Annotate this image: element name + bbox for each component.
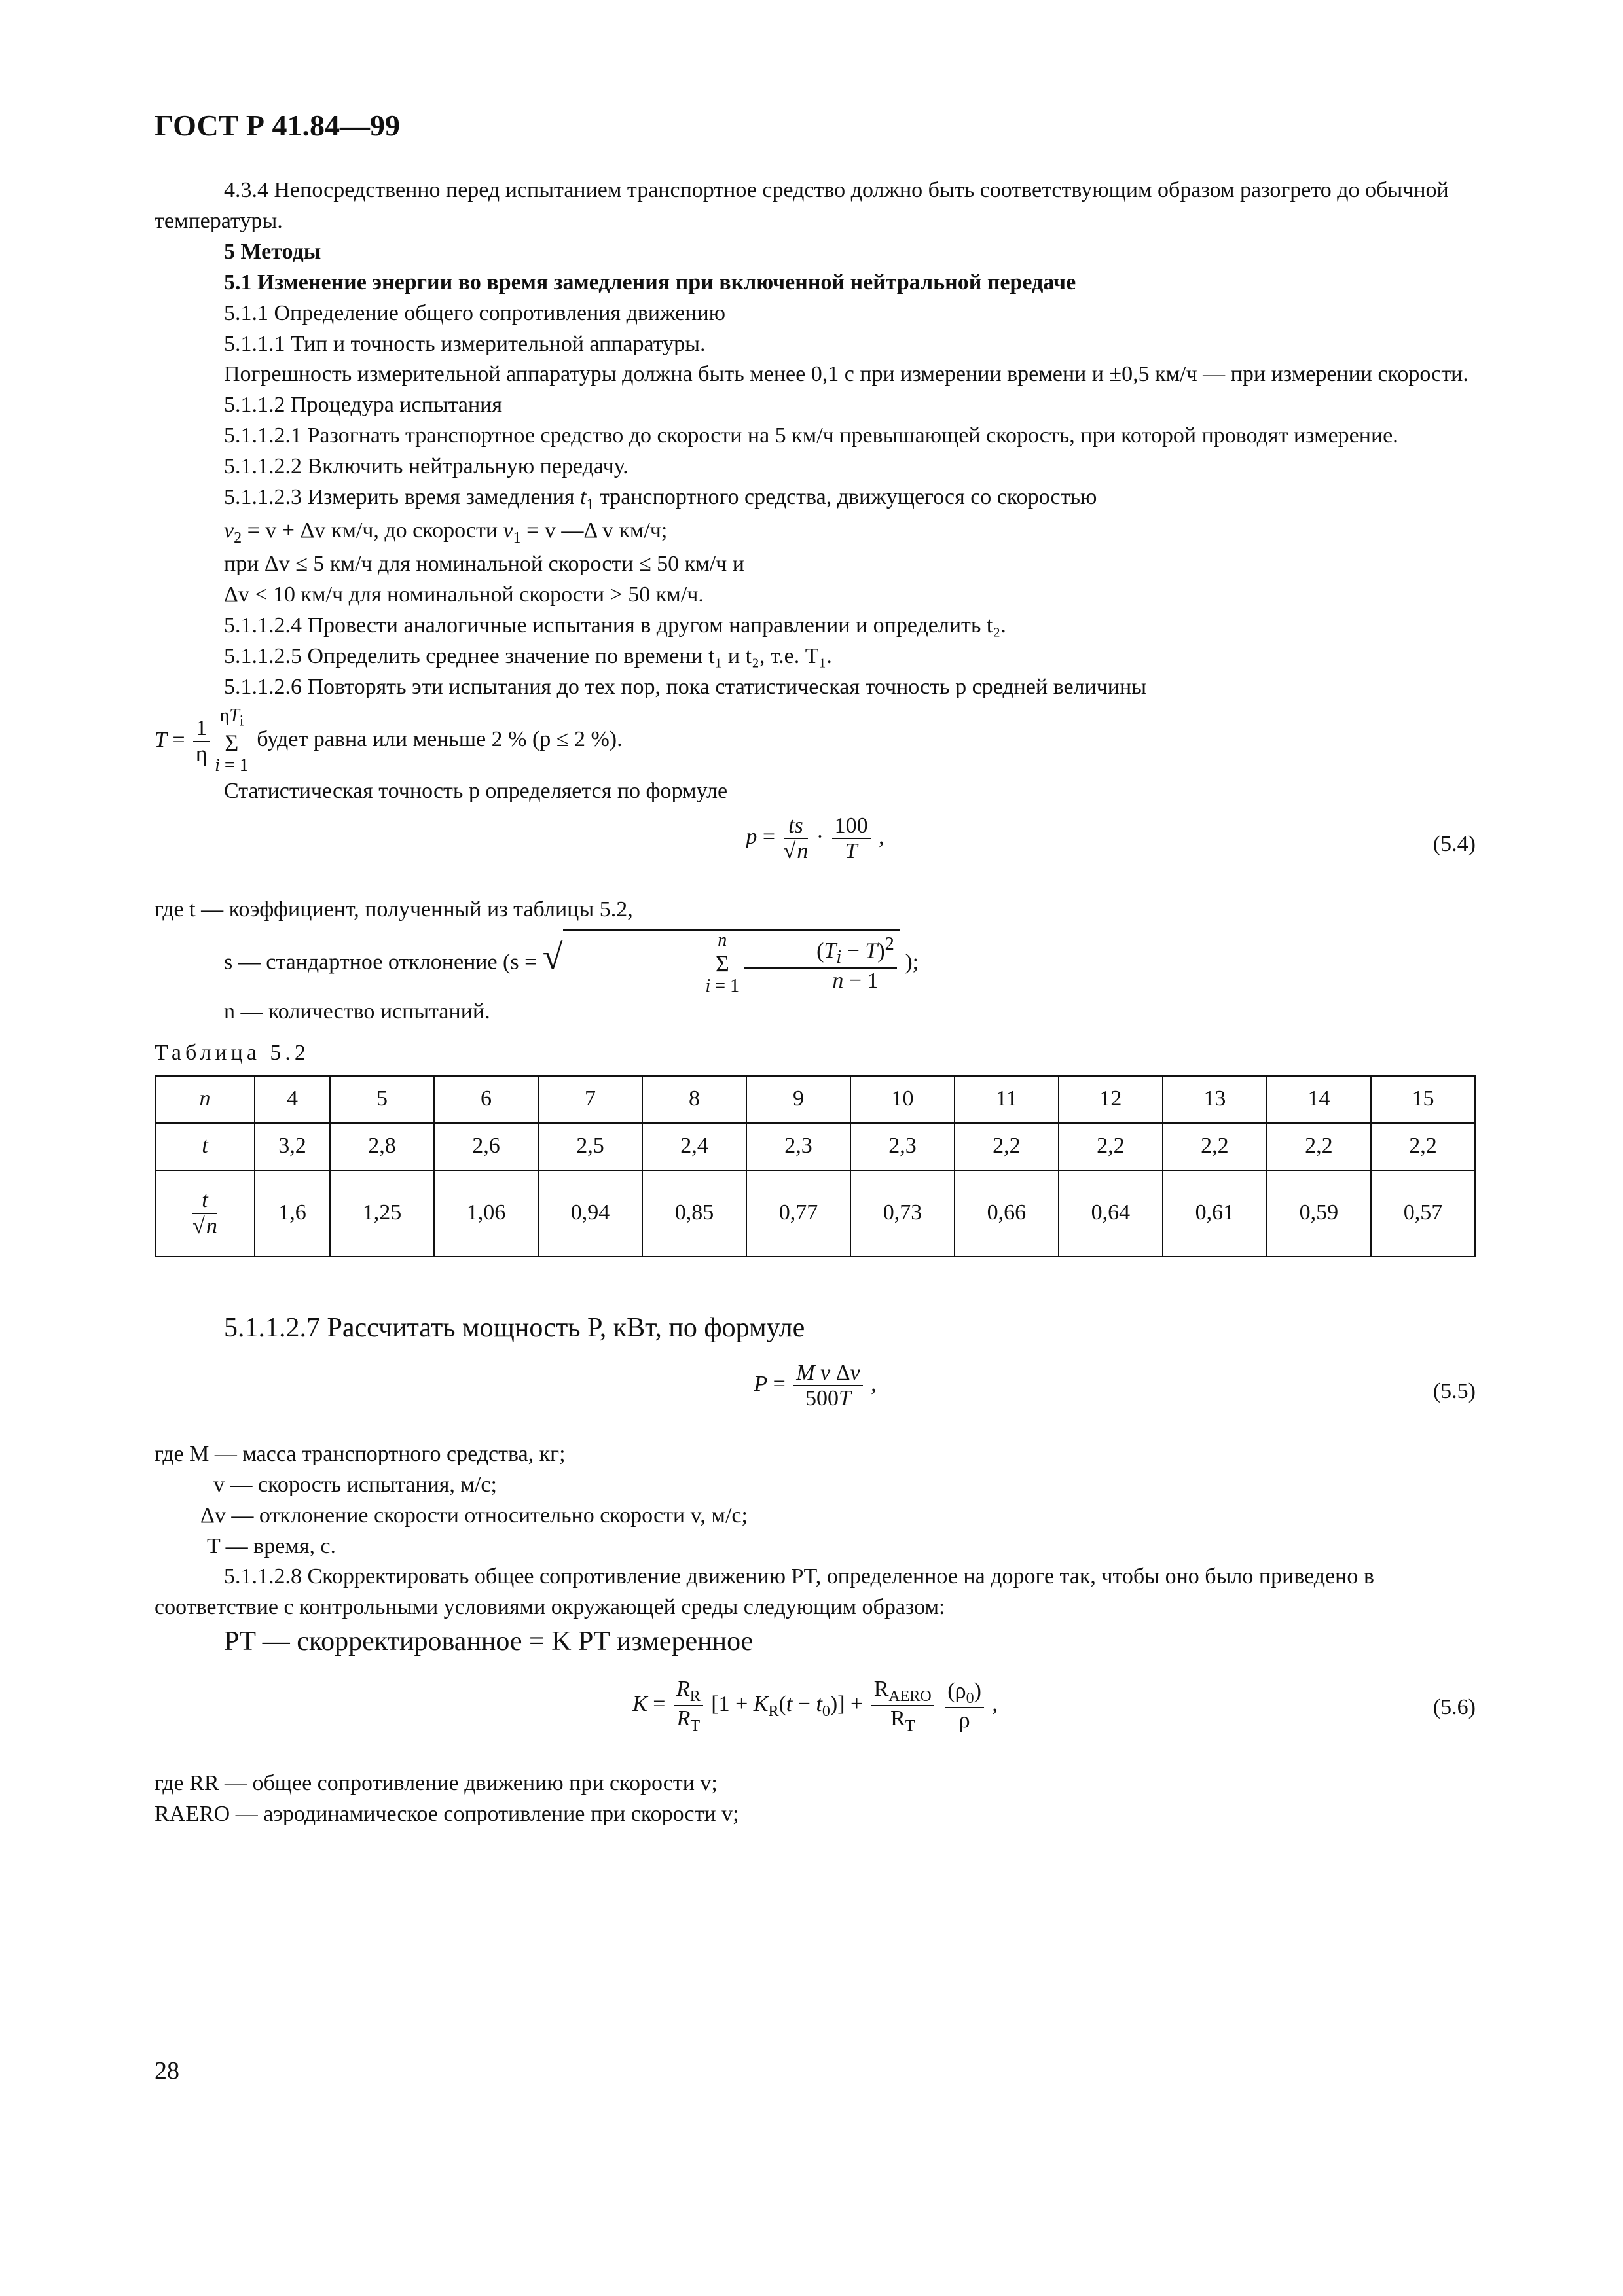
table-cell: 12 [1059, 1076, 1163, 1123]
para-speed-range: $v_2 = v + \Delta v$ км/ч, до скорости $v_1 = v$ —Δ v км/ч; [224, 518, 668, 547]
table-5-2 [155, 1075, 1476, 1257]
row-label-t: t [155, 1123, 255, 1170]
para-5-1-1-2-2: 5.1.1.2.2 Включить нейтральную передачу. [224, 454, 629, 479]
para-5-1-1-2-5: 5.1.1.2.5 Определить среднее значение по времени t₁ и t₂, т.е. T₁. [224, 643, 832, 668]
formula-K: K = $\frac{R_R}{R_T}$ $[1 + K_R(t - t_0)]$ + $\frac{R_{AERO}}{R_T}$ $\frac{(\rho_0)}{\rho}$ , [632, 1677, 998, 1735]
table-cell: 0,59 [1267, 1170, 1371, 1257]
table-cell: 0,85 [642, 1170, 746, 1257]
table-caption: Таблица 5.2 [155, 1040, 310, 1065]
table-cell: 13 [1163, 1076, 1267, 1123]
section-5-1-title: 5.1 Изменение энергии во время замедления при включенной нейтральной передаче [224, 270, 1076, 295]
table-cell: 2,6 [434, 1123, 538, 1170]
formula-p: p = $\frac{ts}{√n}$ · $\frac{100}{T}$ , [746, 813, 884, 864]
equation-5-4 [155, 814, 1476, 886]
table-cell: 6 [434, 1076, 538, 1123]
formula-power: P = $\frac{\text{M v Δv}}{500T}$ , [754, 1360, 877, 1411]
para-4-3-4: 4.3.4 Непосредственно перед испытанием транспортное средство должно быть соответствующим образом разогрето до обычной температуры. [155, 178, 1449, 233]
where-v: v — скорость испытания, м/с; [213, 1472, 497, 1497]
para-5-1-1-2-7: 5.1.1.2.7 Рассчитать мощность P, кВт, по формуле [224, 1312, 805, 1343]
where-n: n — количество испытаний. [224, 999, 490, 1024]
where-RAERO: RAERO — аэродинамическое сопротивление при скорости v; [155, 1802, 739, 1827]
para-5-1-1-2-3: 5.1.1.2.3 Измерить время замедления $t_1$ транспортного средства, движущегося со скоростью [224, 485, 1097, 513]
document-header: ГОСТ Р 41.84—99 [155, 109, 400, 142]
row-label-n: n [155, 1076, 255, 1123]
equation-number-5-4: (5.4) [1432, 831, 1476, 856]
table-cell: 8 [642, 1076, 746, 1123]
table-cell: 15 [1371, 1076, 1475, 1123]
para-condition-1: при Δv ≤ 5 км/ч для номинальной скорости ≤ 50 км/ч и [224, 551, 744, 576]
table-cell: 1,06 [434, 1170, 538, 1257]
table-cell: 0,94 [538, 1170, 642, 1257]
table-row-t [155, 1123, 1475, 1170]
table-cell: 0,73 [850, 1170, 955, 1257]
table-cell: 2,4 [642, 1123, 746, 1170]
para-pt-corrected: PT — скорректированное = K PT измеренное [224, 1626, 754, 1657]
where-RR: где RR — общее сопротивление движению при скорости v; [155, 1771, 718, 1796]
mean-formula: T = $\frac{1}{\eta}$ $\eta T_i$ Σ i = 1 [155, 706, 249, 776]
table-row-t-sqrt-n [155, 1170, 1475, 1257]
para-stat-accuracy: Статистическая точность p определяется по формуле [224, 779, 728, 804]
table-cell: 2,2 [1267, 1123, 1371, 1170]
equation-5-6 [155, 1677, 1476, 1762]
table-cell: 1,6 [255, 1170, 330, 1257]
para-condition-2: Δv < 10 км/ч для номинальной скорости > 50 км/ч. [224, 582, 704, 607]
equation-number-5-6: (5.6) [1432, 1695, 1476, 1720]
para-accuracy: Погрешность измерительной аппаратуры должна быть менее 0,1 с при измерении времени и ±0,5 км/ч — при измерении скорости. [224, 362, 1468, 387]
para-5-1-1-1: 5.1.1.1 Тип и точность измерительной аппаратуры. [224, 331, 706, 356]
where-t: где t — коэффициент, полученный из таблицы 5.2, [155, 897, 633, 922]
table-cell: 2,5 [538, 1123, 642, 1170]
table-cell: 11 [955, 1076, 1059, 1123]
table-cell: 5 [330, 1076, 434, 1123]
table-cell: 0,66 [955, 1170, 1059, 1257]
section-5-title: 5 Методы [224, 239, 321, 264]
equation-5-5 [155, 1361, 1476, 1433]
para-5-1-1-2-4: 5.1.1.2.4 Провести аналогичные испытания в другом направлении и определить t₂. [224, 613, 1006, 637]
table-cell: 2,2 [955, 1123, 1059, 1170]
table-cell: 7 [538, 1076, 642, 1123]
page-number: 28 [155, 2057, 179, 2085]
table-cell: 3,2 [255, 1123, 330, 1170]
where-T: T — время, с. [207, 1534, 337, 1558]
row-label-t-sqrt-n: $\frac{t}{√n}$ [155, 1170, 255, 1257]
table-cell: 9 [746, 1076, 850, 1123]
table-cell: 2,8 [330, 1123, 434, 1170]
equation-number-5-5: (5.5) [1432, 1378, 1476, 1403]
where-s: s — стандартное отклонение (s = √ n Σ i = 1 $\frac{(T_i - T)^2}{n - 1}$ ); [224, 929, 919, 997]
para-5-1-1-2-1: 5.1.1.2.1 Разогнать транспортное средство до скорости на 5 км/ч превышающей скорость, при которой проводят измерение. [224, 423, 1398, 448]
para-5-1-1-2: 5.1.1.2 Процедура испытания [224, 393, 502, 418]
table-cell: 0,57 [1371, 1170, 1475, 1257]
para-5-1-1-2-8: 5.1.1.2.8 Скорректировать общее сопротивление движению PT, определенное на дороге так, чтобы оно было приведено в соответствие с контрольными условиями окружающей среды следующим образом: [155, 1564, 1374, 1620]
table-cell: 14 [1267, 1076, 1371, 1123]
para-5-1-1-2-6: 5.1.1.2.6 Повторять эти испытания до тех пор, пока статистическая точность p средней величины [224, 674, 1147, 699]
table-cell: 2,3 [850, 1123, 955, 1170]
table-cell: 10 [850, 1076, 955, 1123]
table-cell: 2,2 [1059, 1123, 1163, 1170]
table-row-n [155, 1076, 1475, 1123]
table-cell: 2,3 [746, 1123, 850, 1170]
document-body [155, 175, 1476, 1830]
table-cell: 0,61 [1163, 1170, 1267, 1257]
para-mean-formula: T = $\frac{1}{\eta}$ $\eta T_i$ Σ i = 1 будет равна или меньше 2 % (p ≤ 2 %). [155, 706, 623, 776]
table-cell: 2,2 [1163, 1123, 1267, 1170]
para-5-1-1: 5.1.1 Определение общего сопротивления движению [224, 300, 726, 325]
table-cell: 4 [255, 1076, 330, 1123]
where-M: где M — масса транспортного средства, кг; [155, 1441, 566, 1466]
table-cell: 0,77 [746, 1170, 850, 1257]
table-cell: 0,64 [1059, 1170, 1163, 1257]
table-cell: 2,2 [1371, 1123, 1475, 1170]
where-dv: Δv — отклонение скорости относительно скорости v, м/с; [200, 1503, 748, 1528]
table-cell: 1,25 [330, 1170, 434, 1257]
